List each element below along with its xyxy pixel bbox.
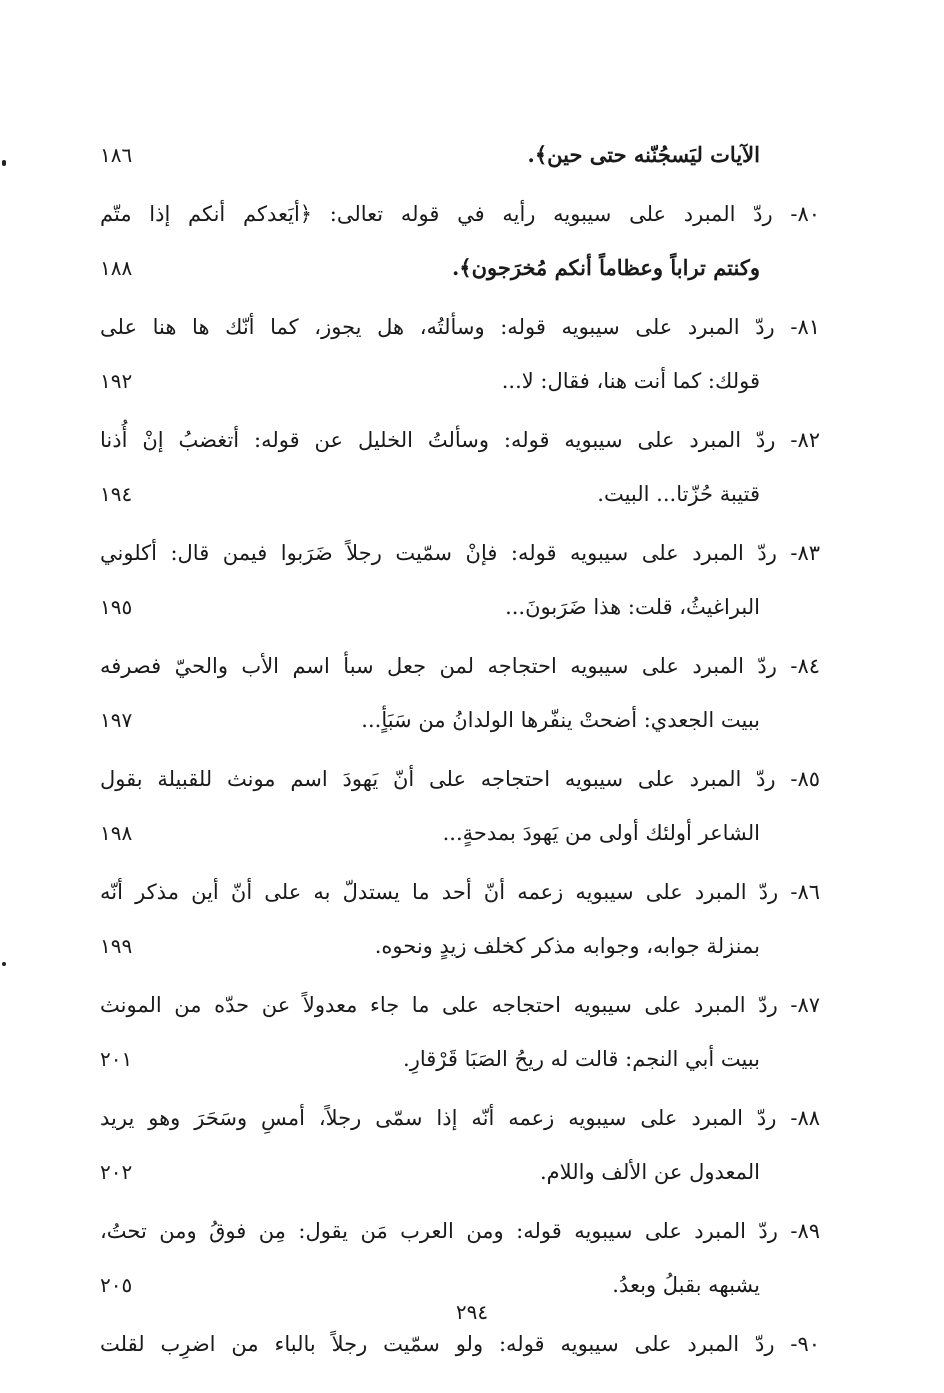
entry-text: قتيبة حُزّتا... البيت. [597,482,760,506]
entry-continuation-line [100,241,820,295]
index-entry [100,1091,820,1199]
entry-text: ٨٤- ردّ المبرد على سيبويه احتجاجه لمن جعل سبأ اسم الأب والحيّ فصرفه [100,654,820,678]
entry-continuation-line [100,467,820,521]
entry-heading-line [100,187,820,241]
entry-heading-line [100,978,820,1032]
entry-heading-line [100,865,820,919]
entry-heading-line [100,1091,820,1145]
entry-page-number: ١٩٤ [100,482,133,506]
entry-continuation-line [100,806,820,860]
page-number-footer: ٢٩٤ [455,1300,489,1324]
entry-text: الآيات ليَسجُنّنه حتى حين﴾. [527,142,760,167]
entry-text: بمنزلة جوابه، وجوابه مذكر كخلف زيدٍ ونحوه. [374,934,760,958]
entry-text: ٨٣- ردّ المبرد على سيبويه قوله: فإنْ سمّيت رجلاً ضَرَبوا فيمن قال: أكلوني [100,541,820,565]
entry-text: ٨٢- ردّ المبرد على سيبويه قوله: وسألتُ الخليل عن قوله: أتغضبُ إنْ أُذنا [100,428,820,452]
index-entry [100,300,820,408]
entry-text: ببيت أبي النجم: قالت له ريحُ الصَبَا قَرْقارِ. [403,1047,760,1071]
entry-text: ٨٧- ردّ المبرد على سيبويه احتجاجه على ما جاء معدولاً عن حدّه من المونث [100,993,820,1017]
entry-page-number: ٢٠٢ [100,1160,133,1184]
index-entry [100,128,820,182]
index-entry [100,187,820,295]
index-entries-list [100,128,820,1376]
entry-text: ٩٠- ردّ المبرد على سيبويه قوله: ولو سمّيت رجلاً بالباء من اضرِب لقلت [100,1332,820,1356]
entry-continuation-line [100,580,820,634]
entry-text: المعدول عن الألف واللام. [540,1160,760,1184]
margin-speck [2,962,6,966]
entry-text: ٨٥- ردّ المبرد على سيبويه احتجاجه على أنّ يَهودَ اسم مونث للقبيلة بقول [100,767,820,791]
entry-page-number: ١٩٧ [100,708,133,732]
entry-text: ٨١- ردّ المبرد على سيبويه قوله: وسألتُه، هل يجوز، كما أنّك ها هنا على [100,315,820,339]
entry-text: البراغيثُ، قلت: هذا ضَرَبونَ... [505,595,760,619]
index-entry [100,865,820,973]
entry-heading-line [100,639,820,693]
entry-page-number: ١٩٨ [100,821,133,845]
index-entry [100,978,820,1086]
index-entry [100,1204,820,1312]
entry-continuation-line [100,354,820,408]
entry-text: ٨٩- ردّ المبرد على سيبويه قوله: ومن العرب مَن يقول: مِن فوقُ ومن تحتُ، [100,1219,820,1243]
entry-text: ٨٠- ردّ المبرد على سيبويه رأيه في قوله تعالى: ﴿أيَعدكم أنكم إذا متّم [100,202,820,226]
entry-heading-line [100,526,820,580]
entry-text: وكنتم تراباً وعظاماً أنكم مُخرَجون﴾. [452,255,760,280]
entry-text: الشاعر أولئك أولى من يَهودَ بمدحةٍ... [442,821,760,845]
entry-continuation-line [100,1145,820,1199]
margin-speck [2,160,6,166]
entry-page-number: ٢٠٥ [100,1273,133,1297]
index-entry [100,413,820,521]
entry-continuation-line [100,1032,820,1086]
entry-text: ٨٨- ردّ المبرد على سيبويه زعمه أنّه إذا سمّى رجلاً، أمسِ وسَحَرَ وهو يريد [100,1106,820,1130]
index-entry [100,526,820,634]
entry-heading-line [100,1204,820,1258]
entry-heading-line [100,413,820,467]
entry-page-number: ١٨٨ [100,256,133,280]
entry-heading-line [100,752,820,806]
entry-text: قولك: كما أنت هنا، فقال: لا... [501,369,760,393]
entry-heading-line [100,1317,820,1371]
index-entry [100,752,820,860]
entry-page-number: ٢٠١ [100,1047,133,1071]
index-entry [100,639,820,747]
entry-page-number: ١٨٦ [100,143,133,167]
entry-page-number: ١٩٩ [100,934,133,958]
entry-continuation-line [100,693,820,747]
entry-text: ٨٦- ردّ المبرد على سيبويه زعمه أنّ أحد ما يستدلّ به على أنّ أين مذكر أنّه [100,880,820,904]
entry-heading-line [100,300,820,354]
entry-page-number: ١٩٢ [100,369,133,393]
index-entry [100,1317,820,1371]
entry-continuation-line [100,919,820,973]
entry-text: ببيت الجعدي: أضحتْ ينفّرها الولدانُ من سَبَأٍ... [361,708,760,732]
entry-continuation-line [100,128,820,182]
entry-page-number: ١٩٥ [100,595,133,619]
entry-text: يشبهه بقبلُ وبعدُ. [612,1273,760,1297]
